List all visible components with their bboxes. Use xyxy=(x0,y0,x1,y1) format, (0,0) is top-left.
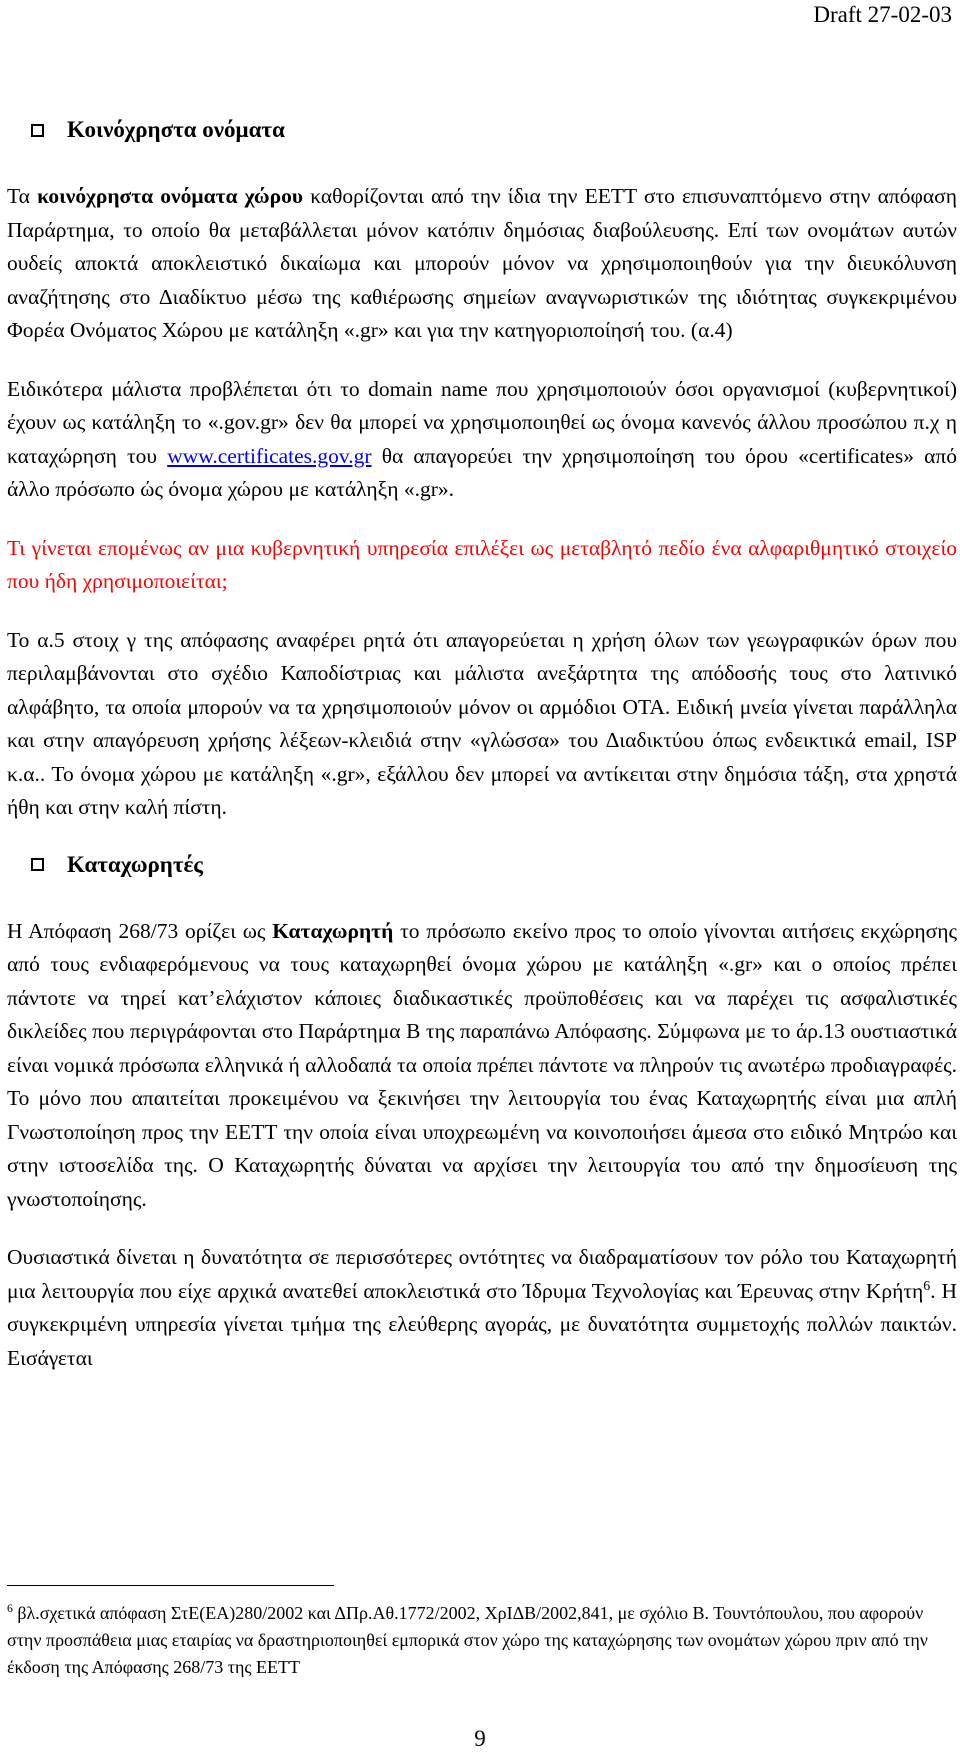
section-heading-registrars xyxy=(31,845,957,885)
section-title: Κοινόχρηστα ονόματα xyxy=(67,117,285,142)
page-number: 9 xyxy=(474,1726,486,1751)
paragraph-registrar-definition: Η Απόφαση 268/73 ορίζει ως Καταχωρητή το πρόσωπο εκείνο προς το οποίο γίνονται αιτήσεις εκχώρησης από τους ενδιαφερόμενους να τους καταχωρηθεί όνομα χώρου με κατάληξη «.gr» και ο οποίος πρέπει πάντοτε να τηρεί κατ’ελάχιστον κάποιες διαδικαστικές προϋποθέσεις και να παρέχει τις ασφαλιστικές δικλείδες που περιγράφονται στο Παράρτημα Β της παραπάνω Απόφασης. Σύμφωνα με το άρ.13 ουστιαστικά είναι νομικά πρόσωπα ελληνικά ή αλλοδαπά τα οποία πρέπει πάντοτε να πληρούν τις ανωτέρω προδιαγραφές. Το μόνο που απαιτείται προκειμένου να ξεκινήσει την λειτουργία του ένας Καταχωρητής είναι μια απλή Γνωστοποίηση προς την ΕΕΤΤ την οποία είναι υποχρεωμένη να κοινοποιήσει άμεσα στο ειδικό Μητρώο και στην ιστοσελίδα της. Ο Καταχωρητής δύναται να αρχίσει την λειτουργία του από την δημοσίευση της γνωστοποίησης. xyxy=(7,918,958,1211)
paragraph-shared-names-definition: Τα κοινόχρηστα ονόματα χώρου καθορίζονται από την ίδια την ΕΕΤΤ στο επισυναπτόμενο στην απόφαση Παράρτημα, το οποίο θα μεταβάλλεται μόνον κατόπιν δημόσιας διαβούλευσης. Επί των ονομάτων αυτών ουδείς αποκτά αποκλειστικό δικαίωμα και μπορούν μόνον να χρησιμοποιηθούν για την διευκόλυνση αναζήτησης στο Διαδίκτυο μέσω της καθιέρωσης σημείων αναγνωριστικών της ιδιότητας συγκεκριμένου Φορέα Ονόματος Χώρου με κατάληξη «.gr» και για την κατηγοριοποίησή του. (α.4) xyxy=(7,184,957,342)
question-paragraph: Τι γίνεται επομένως αν μια κυβερνητική υπηρεσία επιλέξει ως μεταβλητό πεδίο ένα αλφαριθμητικό στοιχείο που ήδη χρησιμοποιείται; xyxy=(7,535,957,593)
bold-term: Καταχωρητή xyxy=(272,918,394,943)
footnote-separator xyxy=(7,1585,334,1586)
footnote xyxy=(7,1600,957,1681)
paragraph-gov-gr: Ειδικότερα μάλιστα προβλέπεται ότι το domain name που χρησιμοποιούν όσοι οργανισμοί (κυβερνητικοί) έχουν ως κατάληξη το «.gov.gr» δεν θα μπορεί να χρησιμοποιηθεί ως όνομα κανενός άλλου προσώπου π.χ η καταχώρηση του www.certificates.gov.gr θα απαγορεύει την χρησιμοποίηση του όρου «certificates» από άλλο πρόσωπο ώς όνομα χώρου με κατάληξη «.gr». xyxy=(7,376,957,501)
document-body xyxy=(7,110,957,1375)
checkbox-bullet-icon xyxy=(31,124,44,137)
section-title: Καταχωρητές xyxy=(67,851,204,877)
paragraph-registrar-market: Ουσιαστικά δίνεται η δυνατότητα σε περισσότερες οντότητες να διαδραματίσουν τον ρόλο του Καταχωρητή μια λειτουργία που είχε αρχικά ανατεθεί αποκλειστικά στο Ίδρυμα Τεχνολογίας και Έρευνας στην Κρήτη$^6$. Η συγκεκριμένη υπηρεσία γίνεται τμήμα της ελεύθερης αγοράς, με δυνατότητα συμμετοχής πολλών παικτών. Εισάγεται xyxy=(7,1245,957,1370)
footnote-text: βλ.σχετικά απόφαση ΣτΕ(ΕΑ)280/2002 και ΔΠρ.Αθ.1772/2002, ΧρΙΔΒ/2002,841, με σχόλιο Β. Τουντόπουλου, που αφορούν στην προσπάθεια μιας εταιρίας να δραστηριοποιηθεί εμπορικά στον χώρο της καταχώρησης των ονομάτων χώρου πριν από την έκδοση της Απόφασης 268/73 της ΕΕΤΤ xyxy=(7,1603,928,1677)
section-heading-shared-names xyxy=(31,110,957,150)
bold-term: κοινόχρηστα ονόματα χώρου xyxy=(37,184,304,208)
paragraph-geographic-terms: Το α.5 στοιχ γ της απόφασης αναφέρει ρητά ότι απαγορεύεται η χρήση όλων των γεωγραφικών όρων που περιλαμβάνονται στο σχέδιο Καποδίστριας και μάλιστα ανεξάρτητα της απόδοσής τους στο λατινικό αλφάβητο, τα οποία μπορούν να τα χρησιμοποιούν μόνον οι αρμόδιοι ΟΤΑ. Ειδική μνεία γίνεται παράλληλα και στην απαγόρευση χρήσης λέξεων-κλειδιά στην «γλώσσα» του Διαδικτύου όπως ενδεικτικά email, ISP κ.α.. Το όνομα χώρου με κατάληξη «.gr», εξάλλου δεν μπορεί να αντίκειται στην δημόσια τάξη, στα χρηστά ήθη και στην καλή πίστη. xyxy=(7,627,957,819)
certificates-link[interactable]: www.certificates.gov.gr xyxy=(167,443,372,468)
footnote-number: 6 xyxy=(7,1602,13,1615)
footnote-reference[interactable]: 6 xyxy=(923,1278,931,1294)
draft-header: Draft 27-02-03 xyxy=(813,2,952,27)
checkbox-bullet-icon xyxy=(31,858,44,871)
